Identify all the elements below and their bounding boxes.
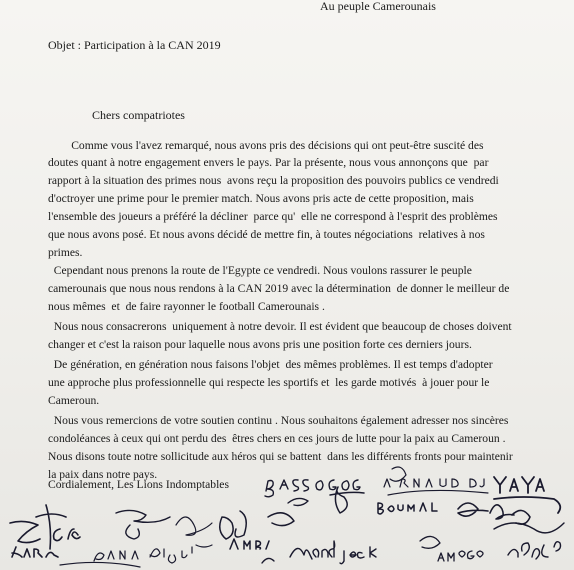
signature-pana (94, 547, 192, 563)
body-line: Comme vous l'avez remarqué, nous avons pris des décisions qui ont peut-être suscité des (48, 139, 484, 152)
body-line: condoléances à ceux qui ont perdu des êtres chers en ces jours de lutte pour la paix au Cameroun . (48, 432, 506, 445)
signature-ambrose (220, 511, 294, 549)
signatures-drawing (0, 465, 574, 570)
subject-line: Objet : Participation à la CAN 2019 (48, 38, 221, 52)
signature-nkonlbe (494, 523, 564, 559)
body-line: doutes quant à notre engagement envers le pays. Par la présente, nous vous annonçons que par (48, 156, 489, 169)
body-line: camerounais que nous nous rendons à la CAN 2019 avec la détermination de donner le meilleur de (48, 282, 510, 295)
signatures-area (0, 465, 574, 570)
signature-arnaud-djoum (384, 467, 488, 495)
signature-yaya (494, 477, 560, 513)
signature-mandjeck (262, 541, 376, 564)
body-line: rapport à la situation des primes nous avons reçu la proposition des pouvoirs publics ce vendredi (48, 174, 499, 187)
body-line: une approche plus professionnelle qui respecte les sportifs et les garde motivés à jouer pour le (48, 376, 490, 389)
body-line: l'ensemble des joueurs a préféré la décliner parce qu' elle ne correspond à l'esprit des problèmes (48, 210, 498, 223)
body-line: d'octroyer une prime pour le premier match. Nous avons pris acte de cette proposition, mais (48, 192, 474, 205)
body-line: changer et c'est la raison pour laquelle nous avons pris une position forte ces derniers jours. (48, 338, 472, 351)
body-line: nous mêmes et de faire rayonner le football Camerounais . (48, 300, 325, 313)
body-line: que nous avons posé. Et nous avons décidé de mettre fin, à toutes négociations relatives à nos (48, 228, 485, 241)
signature-flourish-1 (116, 510, 170, 539)
signature-amogo (420, 536, 483, 561)
addressee: Au peuple Camerounais (320, 0, 436, 13)
signature-flourish-2 (60, 517, 212, 567)
signature-carlos-kameni (10, 505, 80, 557)
greeting: Chers compatriotes (92, 108, 185, 122)
body-line: Cameroun. (48, 394, 100, 407)
body-line: primes. (48, 246, 83, 259)
body-line: Nous vous remercions de votre soutien continu . Nous souhaitons également adresser nos sincères (48, 414, 509, 427)
body-line: Nous nous consacrerons uniquement à notre devoir. Il est évident que beaucoup de choses doivent (48, 320, 512, 333)
body-line: De génération, en génération nous faisons l'objet des mêmes problèmes. Il est temps d'adopter (48, 358, 493, 371)
body-line: Nous disons toute notre sollicitude aux héros qui se battent dans les différents fronts pour maintenir (48, 450, 513, 463)
closing: Cordialement, Les Lions Indomptables (48, 478, 229, 491)
signature-tchamo (458, 503, 530, 524)
body-line: la paix dans notre pays. (48, 468, 158, 481)
body-line: Cependant nous prenons la route de l'Egypte ce vendredi. Nous voulons rassurer le peuple (48, 264, 472, 277)
